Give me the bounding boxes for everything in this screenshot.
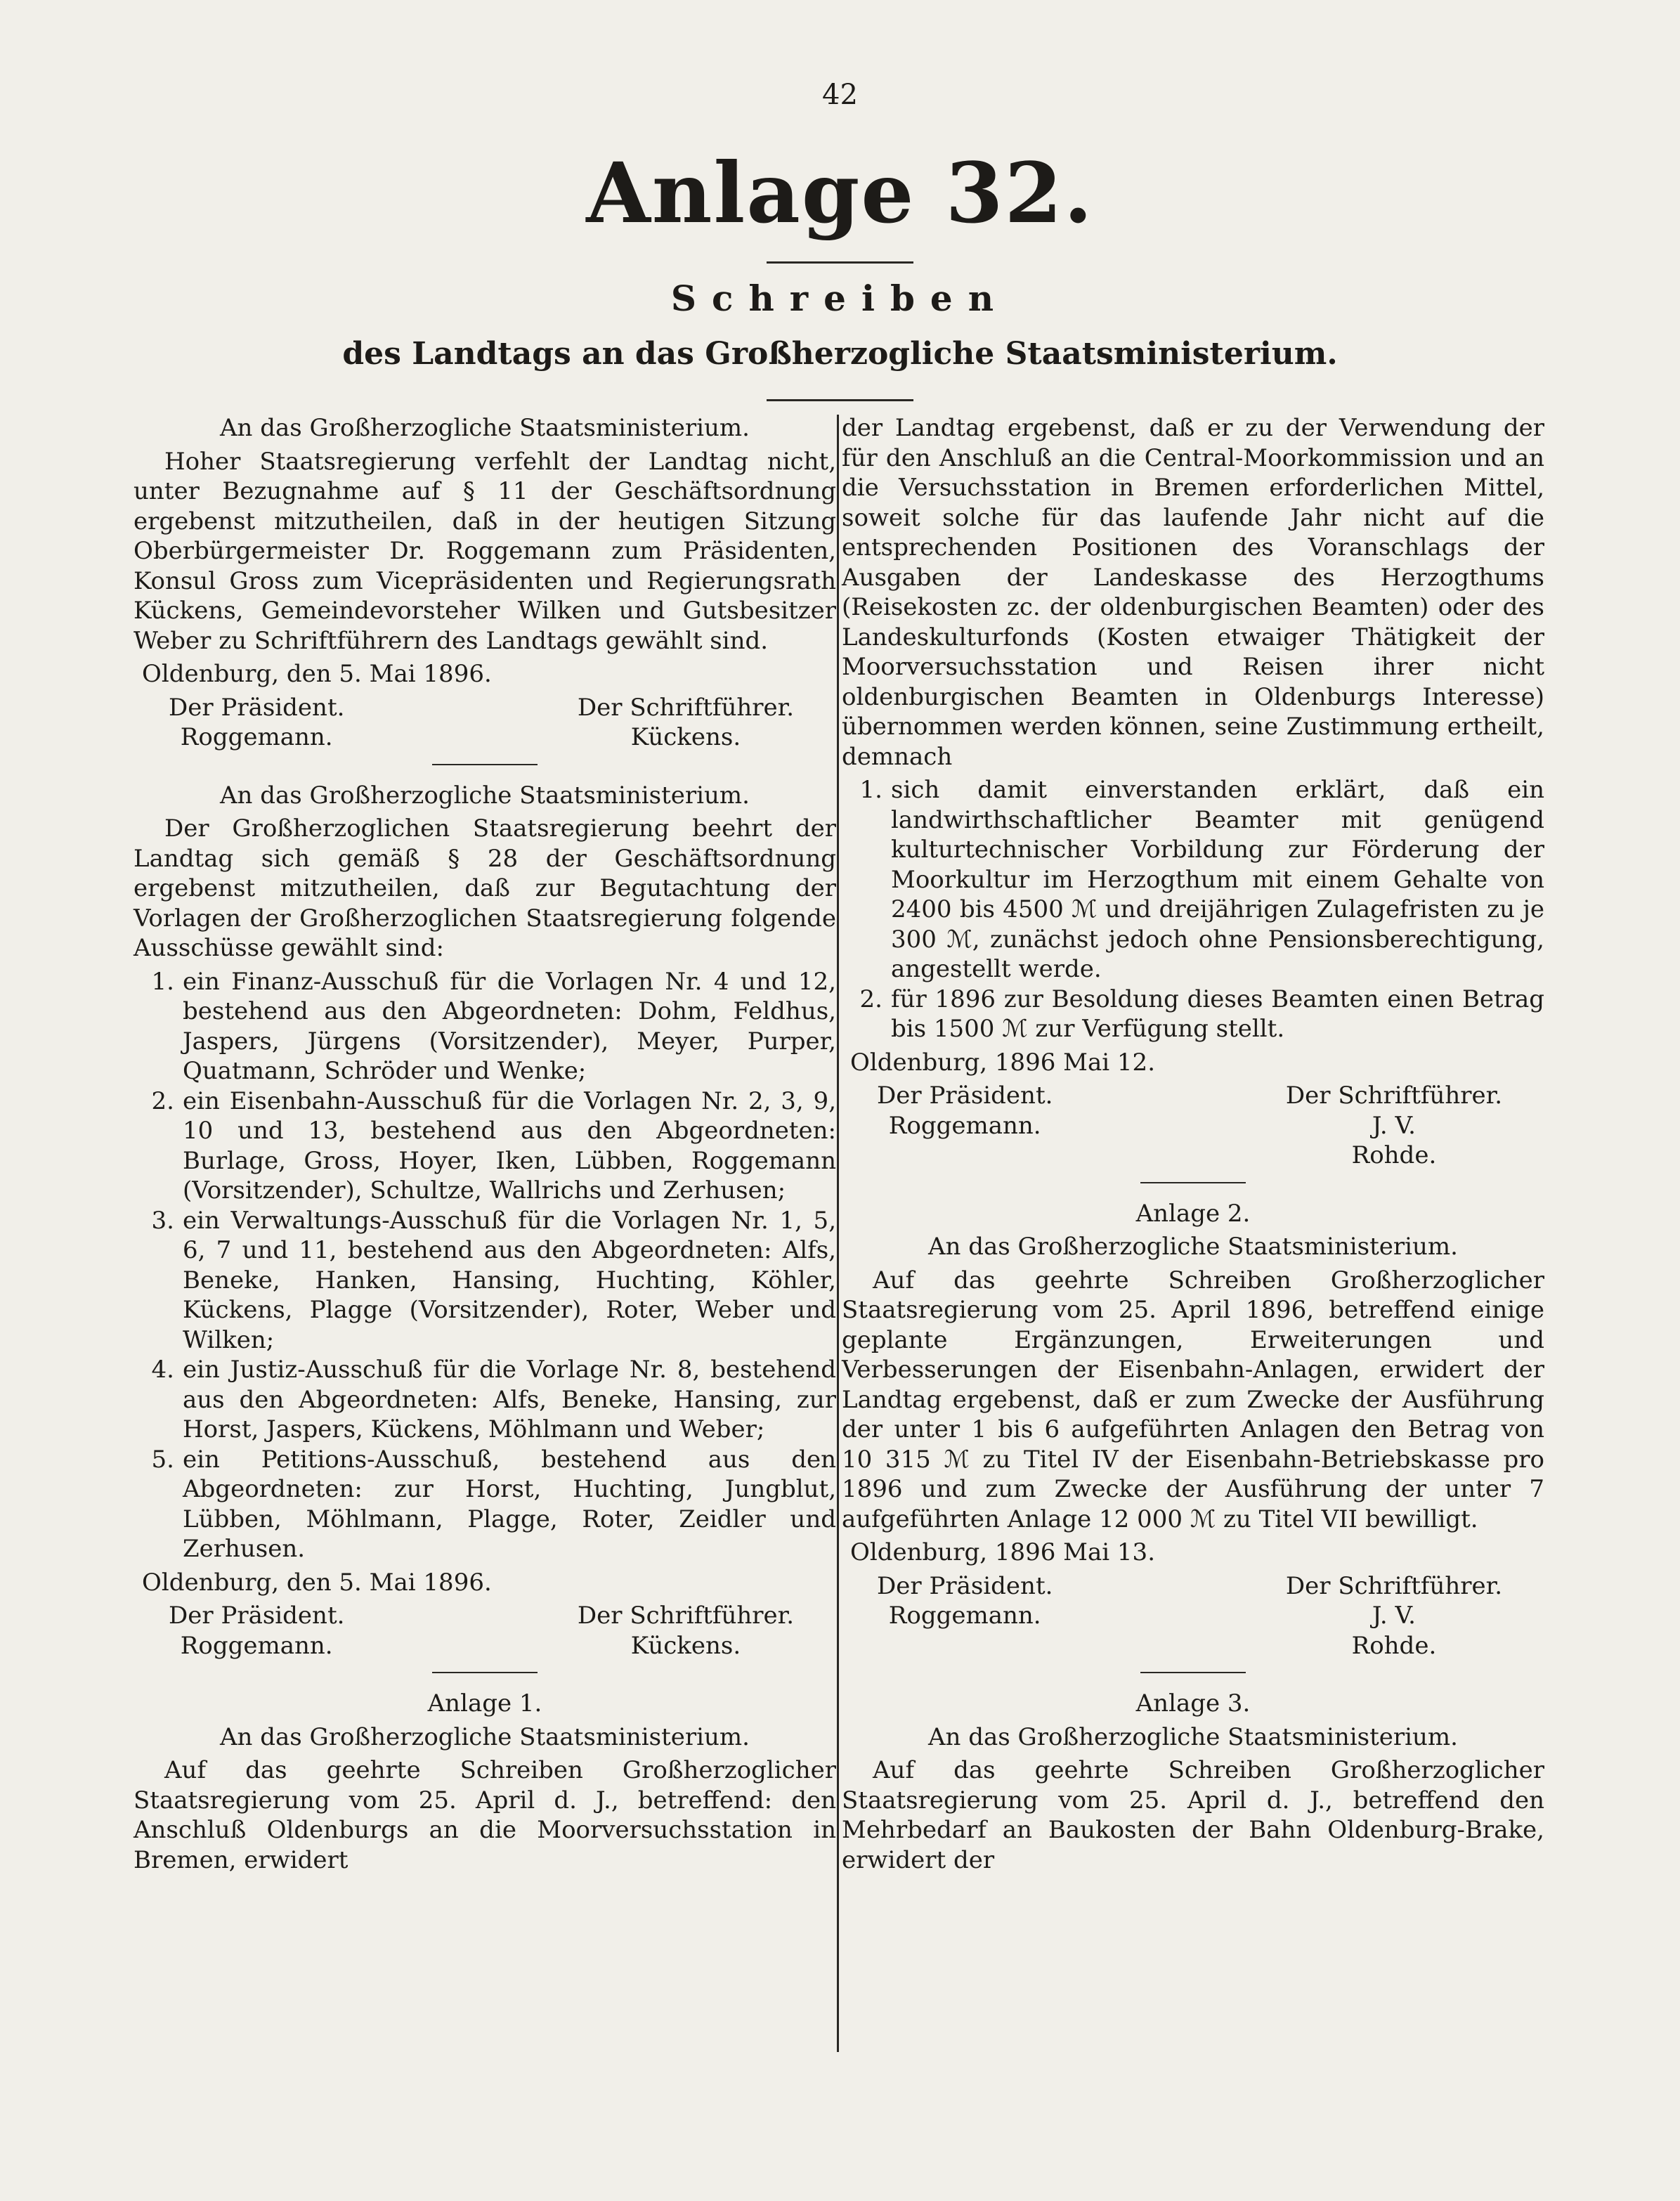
annex-heading: Anlage 3. xyxy=(1135,1689,1251,1718)
addressee: An das Großherzogliche Staatsministerium. xyxy=(928,1722,1458,1751)
letter-date: Oldenburg, den 5. Mai 1896. xyxy=(142,660,492,688)
list-item xyxy=(134,1355,836,1445)
letter-body: Auf das geehrte Schreiben Großherzoglicher Staatsregierung vom 25. April d. J., betreffend: den Anschluß Oldenburgs an die Moorversuchsstation in Bremen, erwidert xyxy=(134,1756,836,1874)
item-number: 1. xyxy=(859,776,883,804)
signature-name: Kückens. xyxy=(630,723,741,751)
list-item xyxy=(134,1206,836,1356)
letter-body: Auf das geehrte Schreiben Großherzoglicher Staatsregierung vom 25. April d. J., betreffend den Mehrbedarf an Baukosten der Bahn Oldenburg-Brake, erwidert der xyxy=(842,1756,1544,1874)
letter-date: Oldenburg, 1896 Mai 12. xyxy=(850,1048,1155,1077)
section-rule xyxy=(432,764,538,765)
signature-right xyxy=(578,1601,794,1661)
signature-name: Roggemann. xyxy=(180,1631,333,1660)
signature-name: Roggemann. xyxy=(888,1602,1041,1630)
signature-block xyxy=(134,693,836,753)
item-text: für 1896 zur Besoldung dieses Beamten einen Betrag bis 1500 ℳ zur Verfügung stellt. xyxy=(891,985,1544,1043)
signature-role: Der Präsident. xyxy=(169,1602,345,1630)
addressee: An das Großherzogliche Staatsministerium. xyxy=(220,414,750,442)
addressee: An das Großherzogliche Staatsministerium. xyxy=(220,1722,750,1751)
signature-right xyxy=(1286,1081,1502,1171)
annex-2 xyxy=(842,1199,1544,1661)
signature-name: Roggemann. xyxy=(180,723,333,751)
section-rule xyxy=(432,1672,538,1673)
item-text: ein Finanz-Ausschuß für die Vorlagen Nr. 4 und 12, bestehend aus den Abgeordneten: Dohm, Feldhus, Jaspers, Jürgens (Vorsitzender), Meyer, Purper, Quatmann, Schröder und Wenke; xyxy=(183,967,836,1085)
letter-body: Auf das geehrte Schreiben Großherzoglicher Staatsregierung vom 25. April 1896, betreffend einige geplante Ergänzungen, Erweiterungen und Verbesserungen der Eisenbahn-Anlagen, erwidert der Landtag ergebenst, daß er zum Zwecke der Ausführung der unter 1 bis 6 aufgeführten Anlagen den Betrag von 10 315 ℳ zu Titel IV der Eisenbahn-Betriebskasse pro 1896 und zum Zwecke der Ausführung der unter 7 aufgeführten Anlage 12 000 ℳ zu Titel VII bewilligt. xyxy=(842,1266,1544,1533)
document-title: Anlage 32. xyxy=(586,144,1094,242)
signature-name: Kückens. xyxy=(630,1631,741,1660)
letter-body: Der Großherzoglichen Staatsregierung beehrt der Landtag sich gemäß § 28 der Geschäftsordnung ergebenst mitzutheilen, daß zur Begutachtung der Vorlagen der Großherzoglichen Staatsregierung folgende Ausschüsse gewählt sind: xyxy=(134,814,836,962)
section-rule xyxy=(1140,1182,1246,1183)
signature-left xyxy=(169,1601,344,1661)
list-item xyxy=(134,1086,836,1206)
committee-list xyxy=(134,967,836,1564)
item-text: ein Justiz-Ausschuß für die Vorlage Nr. 8, bestehend aus den Abgeordneten: Alfs, Beneke, Hansing, zur Horst, Jaspers, Kückens, Möhlmann und Weber; xyxy=(183,1356,836,1443)
addressee: An das Großherzogliche Staatsministerium. xyxy=(220,781,750,810)
annex-3 xyxy=(842,1689,1544,1875)
letter-date: Oldenburg, den 5. Mai 1896. xyxy=(142,1568,492,1597)
signature-role: Der Präsident. xyxy=(877,1082,1053,1110)
list-item xyxy=(134,967,836,1086)
signature-role: Der Schriftführer. xyxy=(1285,1571,1502,1600)
letter-body: der Landtag ergebenst, daß er zu der Verwendung der für den Anschluß an die Central-Moorkommission und an die Versuchsstation in Bremen erforderlichen Mittel, soweit solche für das laufende Jahr nicht auf die entsprechenden Positionen des Voranschlags der Ausgaben der Landeskasse des Herzogthums (Reisekosten zc. der oldenburgischen Beamten) oder des Landeskulturfonds (Kosten etwaiger Thätigkeit der Moorversuchsstation und Reisen ihrer nicht oldenburgischen Beamten in Oldenburgs Interesse) übernommen werden können, seine Zustimmung ertheilt, demnach xyxy=(842,414,1544,771)
signature-left xyxy=(169,693,344,753)
item-number: 4. xyxy=(151,1356,174,1384)
signature-proxy: J. V. xyxy=(1372,1111,1416,1140)
item-text: ein Petitions-Ausschuß, bestehend aus den Abgeordneten: zur Horst, Huchting, Jungblut, Lübben, Möhlmann, Plagge, Roter, Zeidler und Zerhusen. xyxy=(183,1445,836,1563)
letter-date: Oldenburg, 1896 Mai 13. xyxy=(850,1538,1155,1566)
signature-proxy: J. V. xyxy=(1372,1602,1416,1630)
addressee: An das Großherzogliche Staatsministerium. xyxy=(928,1233,1458,1261)
item-text: sich damit einverstanden erklärt, daß ein landwirthschaftlicher Beamter mit genügend kulturtechnischer Vorbildung zur Förderung der Moorkultur im Herzogthum mit einem Gehalte von 2400 bis 4500 ℳ und dreijährigen Zulagefristen zu je 300 ℳ, zunächst jedoch ohne Pensionsberechtigung, angestellt werde. xyxy=(891,776,1544,983)
letter-body: Hoher Staatsregierung verfehlt der Landtag nicht, unter Bezugnahme auf § 11 der Geschäftsordnung ergebenst mitzutheilen, daß in der heutigen Sitzung Oberbürgermeister Dr. Roggemann zum Präsidenten, Konsul Gross zum Vicepräsidenten und Regierungsrath Kückens, Gemeindevorsteher Wilken und Gutsbesitzer Weber zu Schriftführern des Landtags gewählt sind. xyxy=(134,447,836,655)
list-item xyxy=(134,1445,836,1564)
signature-right xyxy=(578,693,794,753)
signature-role: Der Präsident. xyxy=(877,1571,1053,1600)
section-rule xyxy=(1140,1672,1246,1673)
signature-block xyxy=(842,1571,1544,1661)
document-subtitle: Schreiben xyxy=(670,278,1010,319)
item-number: 3. xyxy=(151,1206,174,1235)
item-number: 1. xyxy=(151,967,174,996)
annex-1 xyxy=(134,1689,836,1875)
signature-role: Der Schriftführer. xyxy=(577,693,794,722)
signature-name: Roggemann. xyxy=(888,1111,1041,1140)
signature-name: Rohde. xyxy=(1351,1631,1437,1660)
signature-block xyxy=(842,1081,1544,1171)
signature-role: Der Schriftführer. xyxy=(577,1602,794,1630)
item-number: 2. xyxy=(859,985,883,1013)
header-rule xyxy=(767,399,913,401)
signature-left xyxy=(877,1081,1053,1171)
signature-block xyxy=(134,1601,836,1661)
title-rule xyxy=(767,261,913,264)
item-number: 2. xyxy=(151,1086,174,1115)
resolution-list xyxy=(842,775,1544,1044)
item-text: ein Eisenbahn-Ausschuß für die Vorlagen Nr. 2, 3, 9, 10 und 13, bestehend aus den Abgeordneten: Burlage, Gross, Hoyer, Iken, Lübben, Roggemann (Vorsitzender), Schultze, Wallrichs und Zerhusen; xyxy=(183,1086,836,1205)
item-number: 5. xyxy=(151,1445,174,1474)
left-column xyxy=(134,413,836,1878)
list-item xyxy=(842,775,1544,985)
signature-right xyxy=(1286,1571,1502,1661)
document-subtitle-line2: des Landtags an das Großherzogliche Staatsministerium. xyxy=(342,336,1338,372)
signature-name: Rohde. xyxy=(1351,1141,1437,1169)
item-text: ein Verwaltungs-Ausschuß für die Vorlagen Nr. 1, 5, 6, 7 und 11, bestehend aus den Abgeordneten: Alfs, Beneke, Hanken, Hansing, Huchting, Köhler, Kückens, Plagge (Vorsitzender), Roter, Weber und Wilken; xyxy=(183,1206,836,1354)
annex-heading: Anlage 1. xyxy=(427,1689,542,1718)
signature-left xyxy=(877,1571,1053,1661)
list-item xyxy=(842,985,1544,1044)
signature-role: Der Präsident. xyxy=(169,693,345,722)
column-divider xyxy=(837,415,839,2052)
annex-1-continued xyxy=(842,413,1544,1171)
annex-heading: Anlage 2. xyxy=(1135,1199,1251,1228)
right-column xyxy=(842,413,1544,1878)
page-number: 42 xyxy=(822,79,858,111)
signature-role: Der Schriftführer. xyxy=(1285,1082,1502,1110)
letter-committees xyxy=(134,781,836,1661)
letter-presidium xyxy=(134,413,836,753)
